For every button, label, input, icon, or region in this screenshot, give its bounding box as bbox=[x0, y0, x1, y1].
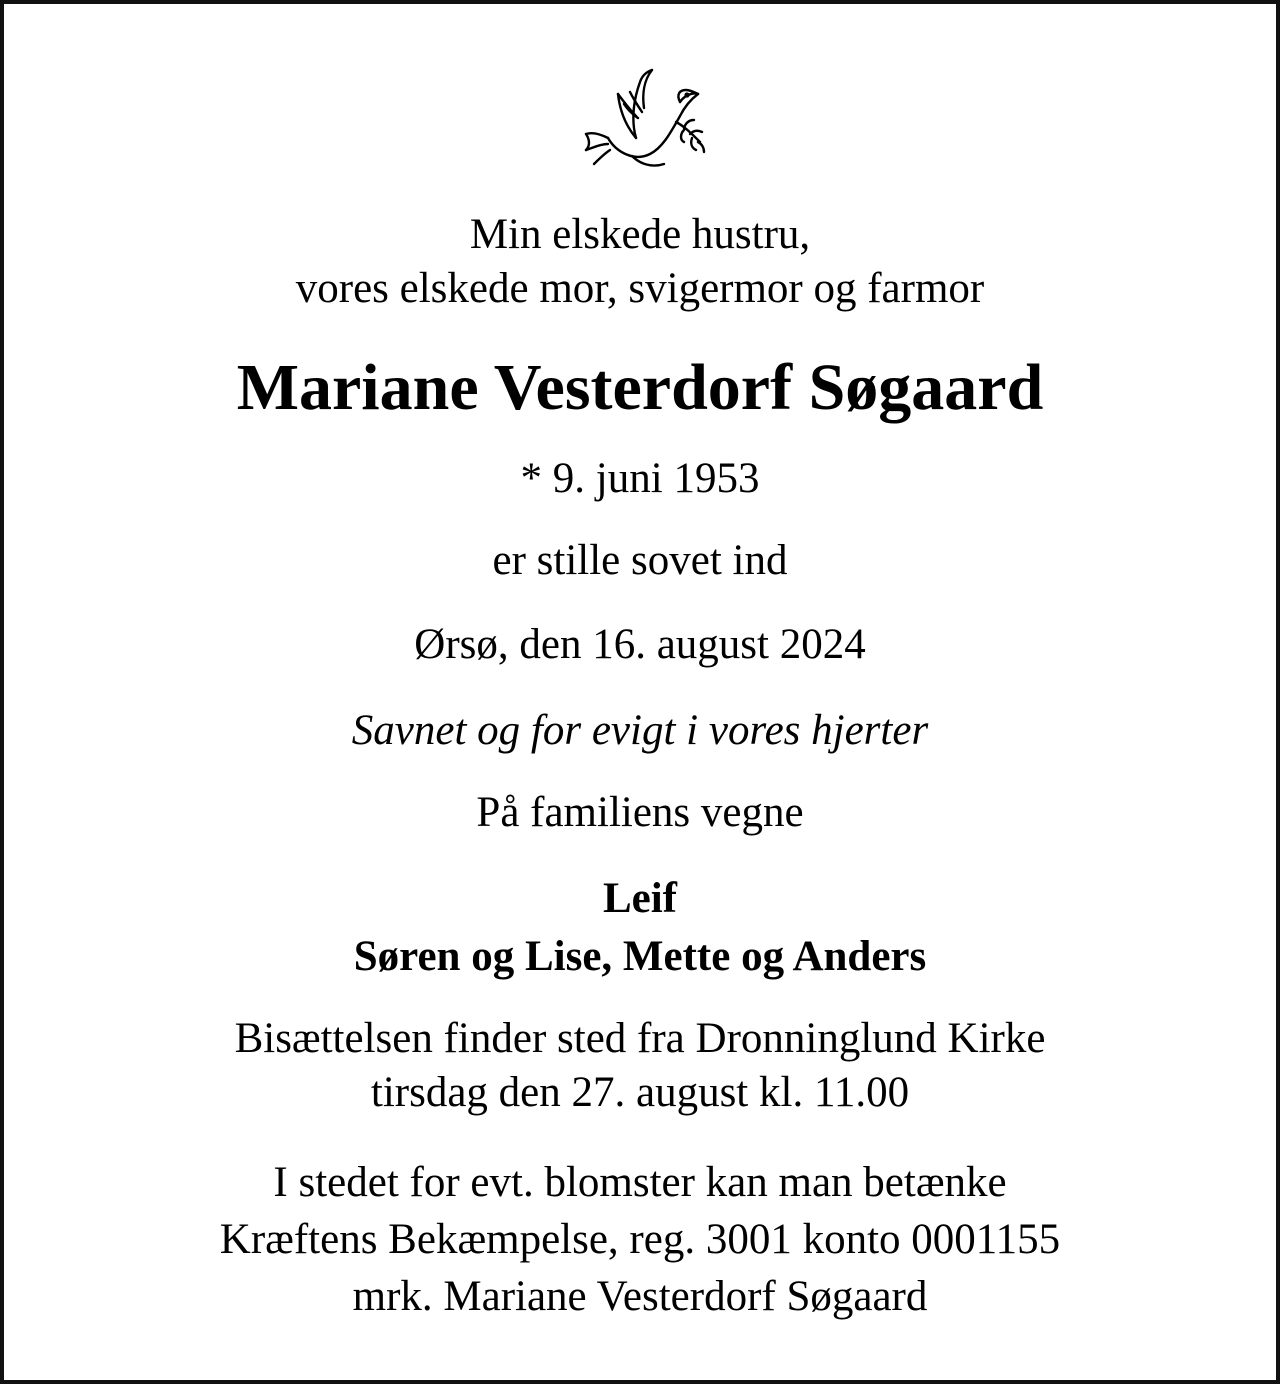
donation-line-3: mrk. Mariane Vesterdorf Søgaard bbox=[352, 1273, 928, 1320]
place-date: Ørsø, den 16. august 2024 bbox=[414, 621, 866, 668]
funeral-line-2: tirsdag den 27. august kl. 11.00 bbox=[370, 1069, 910, 1116]
funeral-info bbox=[4, 1012, 1276, 1120]
intro-line-1: Min elskede hustru, bbox=[469, 211, 811, 258]
intro-line-2: vores elskede mor, svigermor og farmor bbox=[295, 265, 985, 312]
funeral-line-1: Bisættelsen finder sted fra Dronninglund Kirke bbox=[234, 1015, 1046, 1062]
motto: Savnet og for evigt i vores hjerter bbox=[351, 707, 929, 754]
intro-text bbox=[4, 208, 1276, 316]
donation-line-2: Kræftens Bekæmpelse, reg. 3001 konto 0001155 bbox=[219, 1216, 1061, 1263]
passed-text: er stille sovet ind bbox=[492, 537, 788, 584]
donation-line-1: I stedet for evt. blomster kan man betænke bbox=[273, 1159, 1007, 1206]
donation-info bbox=[4, 1154, 1276, 1325]
family-line-2: Søren og Lise, Mette og Anders bbox=[353, 933, 927, 980]
birth-date: * 9. juni 1953 bbox=[520, 455, 760, 502]
family-line-1: Leif bbox=[602, 875, 678, 922]
on-behalf: På familiens vegne bbox=[476, 789, 804, 836]
dove-with-olive-branch-icon bbox=[580, 64, 708, 176]
deceased-name: Mariane Vesterdorf Søgaard bbox=[236, 351, 1044, 424]
family-names bbox=[4, 870, 1276, 986]
